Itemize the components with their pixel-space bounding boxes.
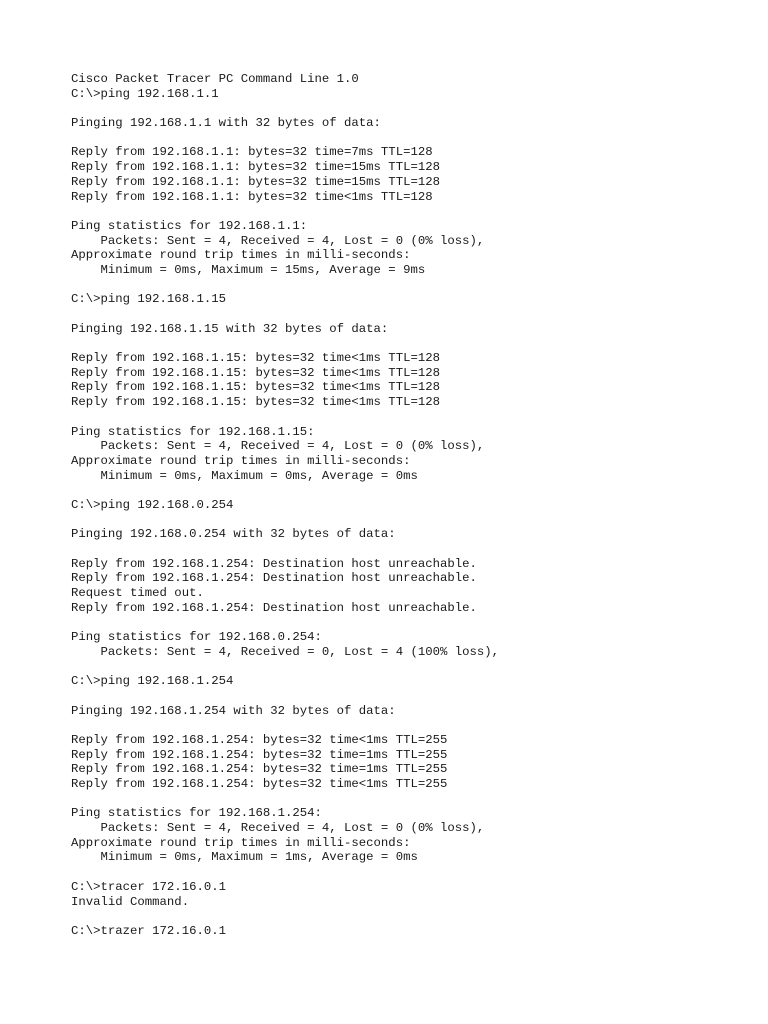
terminal-line: Approximate round trip times in milli-seconds:	[71, 453, 411, 468]
command-prompt-line: C:\>ping 192.168.1.1	[71, 86, 219, 101]
terminal-line: Ping statistics for 192.168.0.254:	[71, 630, 322, 645]
terminal-line: Reply from 192.168.1.15: bytes=32 time<1ms TTL=128	[71, 380, 440, 395]
terminal-line: Reply from 192.168.1.1: bytes=32 time=15ms TTL=128	[71, 160, 440, 175]
terminal-line: Reply from 192.168.1.254: Destination host unreachable.	[71, 600, 477, 615]
terminal-line: Reply from 192.168.1.15: bytes=32 time<1ms TTL=128	[71, 395, 440, 410]
blank-line	[71, 410, 499, 425]
terminal-line: Request timed out.	[71, 586, 204, 601]
terminal-line: Pinging 192.168.1.15 with 32 bytes of data:	[71, 321, 389, 336]
terminal-line: Reply from 192.168.1.254: bytes=32 time=1ms TTL=255	[71, 747, 448, 762]
blank-line	[71, 336, 499, 351]
terminal-line: Reply from 192.168.1.254: bytes=32 time<1ms TTL=255	[71, 777, 448, 791]
command-prompt-line: C:\>trazer 172.16.0.1	[71, 923, 226, 938]
terminal-line: Packets: Sent = 4, Received = 0, Lost = 4 (100% loss),	[71, 644, 500, 659]
terminal-line: Pinging 192.168.1.1 with 32 bytes of data:	[71, 116, 381, 131]
terminal-line: Approximate round trip times in milli-seconds:	[71, 248, 411, 263]
terminal-line: Minimum = 0ms, Maximum = 0ms, Average = 0ms	[71, 468, 418, 483]
terminal-line: Ping statistics for 192.168.1.15:	[71, 424, 315, 439]
terminal-line: Pinging 192.168.1.254 with 32 bytes of data:	[71, 703, 396, 718]
blank-line	[71, 660, 499, 675]
terminal-line: Ping statistics for 192.168.1.1:	[71, 218, 308, 233]
terminal-line: Reply from 192.168.1.1: bytes=32 time=15ms TTL=128	[71, 174, 440, 189]
terminal-line: Minimum = 0ms, Maximum = 15ms, Average = 9ms	[71, 262, 426, 277]
blank-line	[71, 689, 499, 704]
blank-line	[71, 792, 499, 807]
terminal-line: Packets: Sent = 4, Received = 4, Lost = 0 (0% loss),	[71, 821, 485, 836]
command-prompt-line: C:\>tracer 172.16.0.1	[71, 879, 226, 894]
blank-line	[71, 513, 499, 528]
terminal-line: Reply from 192.168.1.1: bytes=32 time=7ms TTL=128	[71, 145, 433, 160]
terminal-line: Minimum = 0ms, Maximum = 1ms, Average = 0ms	[71, 850, 418, 865]
terminal-line: Pinging 192.168.0.254 with 32 bytes of data:	[71, 527, 396, 542]
blank-line	[71, 483, 499, 498]
blank-line	[71, 307, 499, 322]
blank-line	[71, 101, 499, 116]
terminal-line: Packets: Sent = 4, Received = 4, Lost = 0 (0% loss),	[71, 233, 485, 248]
terminal-line: Cisco Packet Tracer PC Command Line 1.0	[71, 72, 359, 86]
blank-line	[71, 278, 499, 293]
terminal-output	[71, 72, 499, 939]
terminal-line: Ping statistics for 192.168.1.254:	[71, 806, 322, 821]
terminal-line: Reply from 192.168.1.15: bytes=32 time<1ms TTL=128	[71, 365, 440, 380]
terminal-line: Reply from 192.168.1.1: bytes=32 time<1ms TTL=128	[71, 189, 433, 204]
blank-line	[71, 204, 499, 219]
terminal-line: Reply from 192.168.1.254: bytes=32 time=1ms TTL=255	[71, 762, 448, 777]
blank-line	[71, 542, 499, 557]
blank-line	[71, 615, 499, 630]
command-prompt-line: C:\>ping 192.168.1.254	[71, 674, 234, 689]
terminal-line: Reply from 192.168.1.254: Destination host unreachable.	[71, 556, 477, 571]
command-prompt-line: C:\>ping 192.168.0.254	[71, 497, 234, 512]
blank-line	[71, 909, 499, 924]
terminal-line: Reply from 192.168.1.254: bytes=32 time<1ms TTL=255	[71, 732, 448, 747]
blank-line	[71, 131, 499, 146]
blank-line	[71, 865, 499, 880]
terminal-line: Invalid Command.	[71, 894, 190, 909]
blank-line	[71, 718, 499, 733]
terminal-line: Approximate round trip times in milli-seconds:	[71, 835, 411, 850]
command-prompt-line: C:\>ping 192.168.1.15	[71, 292, 226, 307]
terminal-line: Reply from 192.168.1.15: bytes=32 time<1ms TTL=128	[71, 351, 440, 366]
terminal-line: Packets: Sent = 4, Received = 4, Lost = 0 (0% loss),	[71, 439, 485, 454]
terminal-line: Reply from 192.168.1.254: Destination host unreachable.	[71, 571, 477, 586]
